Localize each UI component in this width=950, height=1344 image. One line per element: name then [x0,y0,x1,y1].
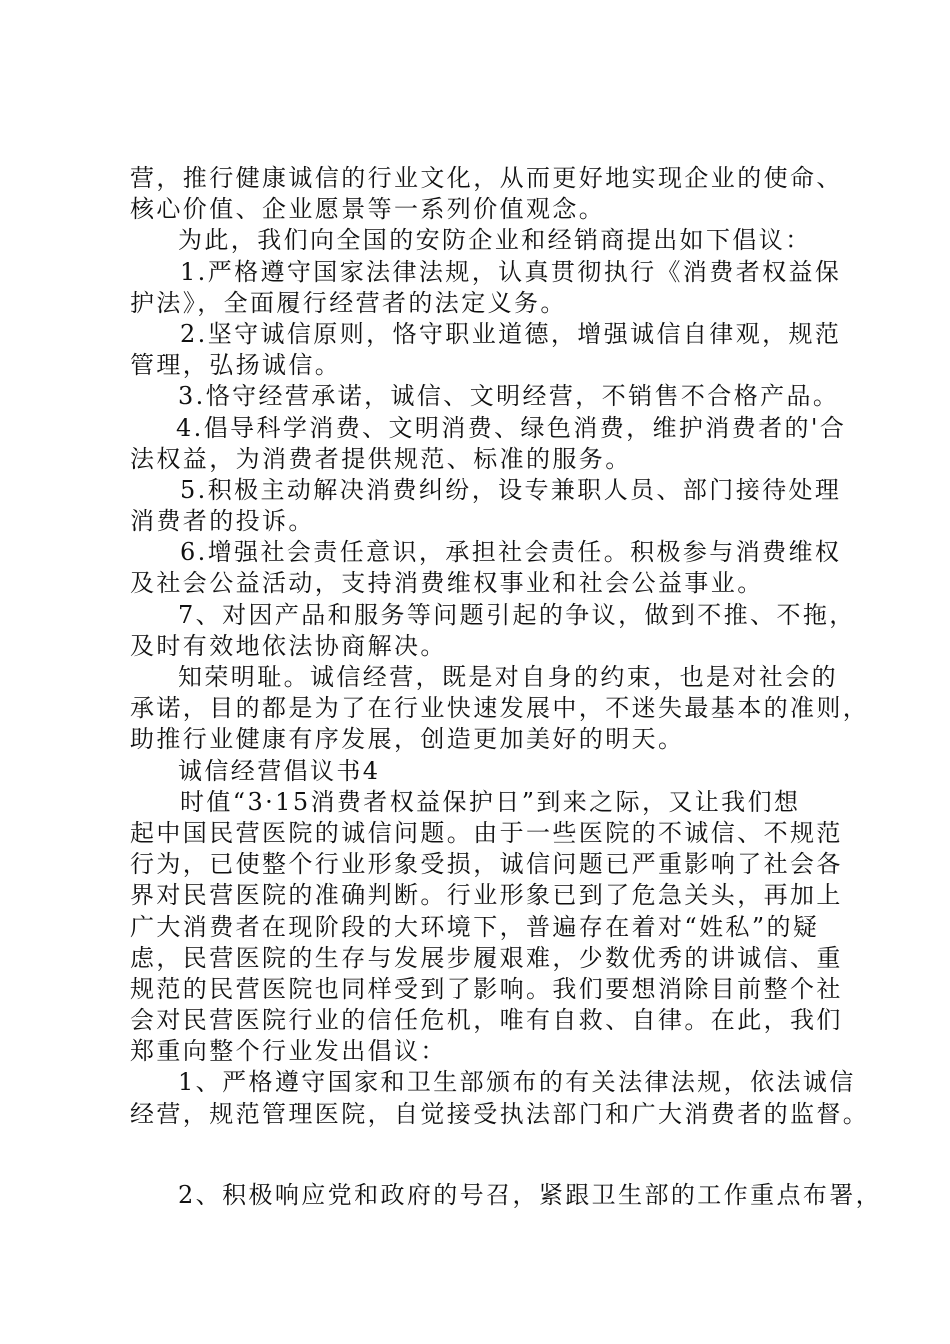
paragraph-spacer [130,1130,840,1180]
text-line: 营，推行健康诚信的行业文化，从而更好地实现企业的使命、 [130,164,843,192]
text-line: 郑重向整个行业发出倡议： [130,1037,447,1066]
text-line: 行为，已使整个行业形象受损，诚信问题已严重影响了社会各 [130,850,843,879]
text-line: 管理，弘扬诚信。 [130,351,342,380]
text-line: 知荣明耻。诚信经营，既是对自身的约束，也是对社会的 [178,663,838,691]
text-line: 及社会公益活动，支持消费维权事业和社会公益事业。 [130,569,764,598]
text-line: 经营，规范管理医院，自觉接受执法部门和广大消费者的监督。 [130,1099,870,1128]
text-line: 为此，我们向全国的安防企业和经销商提出如下倡议： [178,226,812,255]
text-line: 护法》，全面履行经营者的法定义务。 [130,288,567,317]
text-line: 诚信经营倡议书4 [178,756,381,785]
text-line: 时值“3·15消费者权益保护日”到来之际，又让我们想 [180,787,801,816]
text-line: 4.倡导科学消费、文明消费、绿色消费，维护消费者的'合 [176,413,847,442]
text-line: 虑，民营医院的生存与发展步履艰难，少数优秀的讲诚信、重 [130,943,843,972]
text-line: 6.增强社会责任意识，承担社会责任。积极参与消费维权 [180,538,842,567]
text-line: 法权益，为消费者提供规范、标准的服务。 [130,444,632,473]
text-line: 会对民营医院行业的信任危机，唯有自救、自律。在此，我们 [130,1006,843,1035]
text-line: 广大消费者在现阶段的大环境下，普遍存在着对“姓私”的疑 [130,912,820,941]
document-body [130,163,883,1211]
text-line: 1.严格遵守国家法律法规，认真贯彻执行《消费者权益保 [180,257,842,286]
text-line: 消费者的投诉。 [130,507,315,536]
text-line: 2.坚守诚信原则，恪守职业道德，增强诚信自律观，规范 [180,319,842,348]
text-line: 及时有效地依法协商解决。 [130,631,447,660]
text-line: 规范的民营医院也同样受到了影响。我们要想消除目前整个社 [130,974,843,1003]
text-line: 1、严格遵守国家和卫生部颁布的有关法律法规，依法诚信 [178,1068,856,1097]
text-line: 3.恪守经营承诺，诚信、文明经营，不销售不合格产品。 [178,382,840,411]
text-line: 2、积极响应党和政府的号召，紧跟卫生部的工作重点布署， [178,1180,883,1209]
text-line: 界对民营医院的准确判断。行业形象已到了危急关头，再加上 [130,881,843,910]
text-line: 承诺，目的都是为了在行业快速发展中，不迷失最基本的准则， [130,694,870,723]
text-line: 7、对因产品和服务等问题引起的争议，做到不推、不拖， [178,600,856,629]
text-line: 5.积极主动解决消费纠纷，设专兼职人员、部门接待处理 [180,475,842,504]
text-line: 起中国民营医院的诚信问题。由于一些医院的不诚信、不规范 [130,818,843,847]
text-line: 核心价值、企业愿景等一系列价值观念。 [130,195,606,224]
text-line: 助推行业健康有序发展，创造更加美好的明天。 [130,725,685,754]
